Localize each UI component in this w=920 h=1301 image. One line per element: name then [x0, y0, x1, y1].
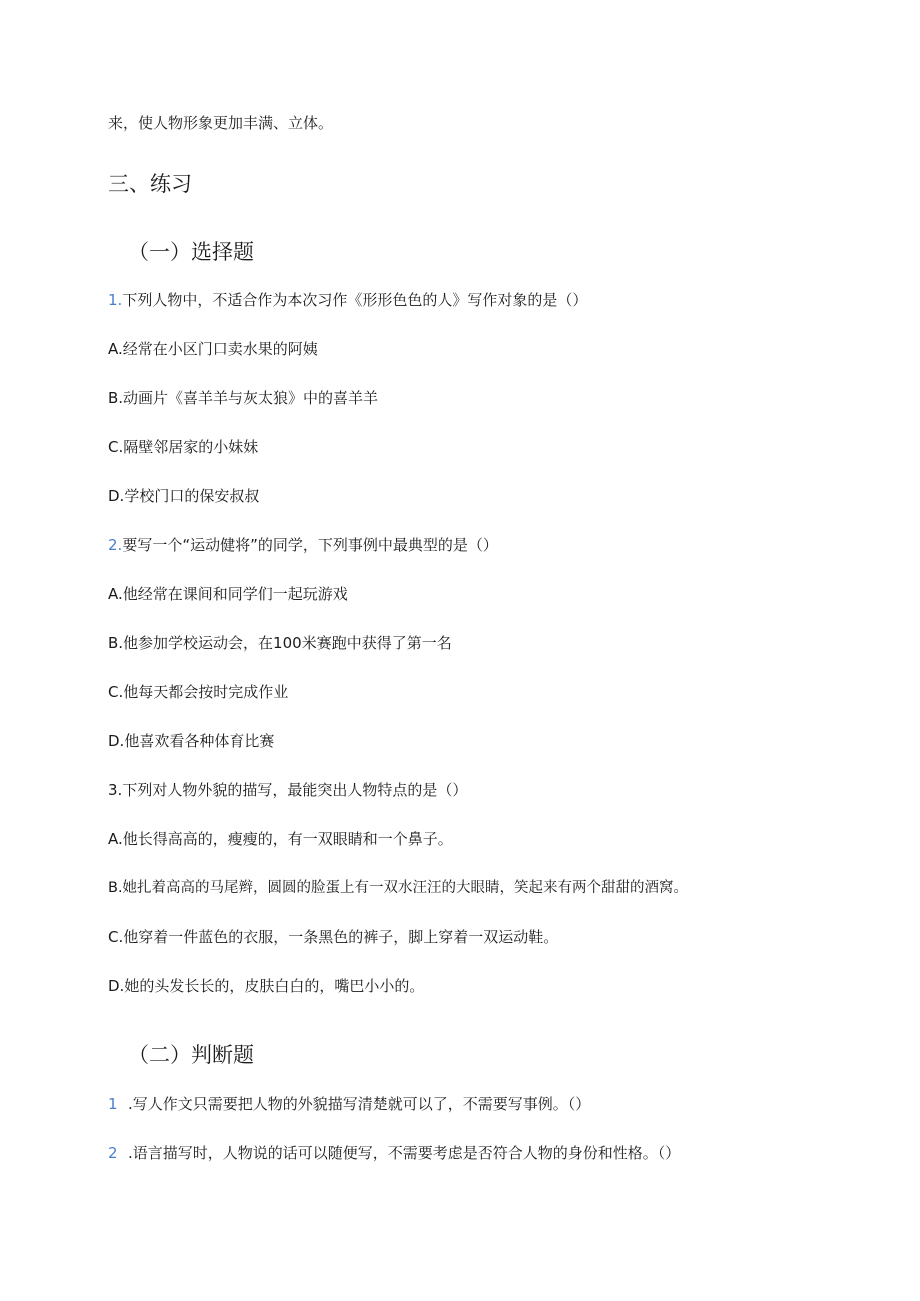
question-2-option-b: B.他参加学校运动会，在100米赛跑中获得了第一名 [108, 634, 452, 652]
judgement-item-2 [108, 1143, 680, 1163]
part1-title: （一）选择题 [128, 240, 254, 264]
question-2 [108, 535, 498, 555]
part2-title: （二）判断题 [128, 1043, 254, 1067]
judgement-item-1-number: 1 [108, 1095, 118, 1113]
question-3-option-d: D.她的头发长长的，皮肤白白的，嘴巴小小的。 [108, 977, 425, 995]
question-1 [108, 290, 587, 310]
question-1-option-a: A.经常在小区门口卖水果的阿姨 [108, 340, 318, 358]
judgement-item-1-text: .写人作文只需要把人物的外貌描写清楚就可以了，不需要写事例。（） [128, 1095, 591, 1113]
question-2-text: 要写一个“运动健将”的同学，下列事例中最典型的是（） [122, 536, 498, 554]
question-1-number: 1. [108, 291, 123, 309]
question-3 [108, 780, 467, 800]
question-3-option-c: C.他穿着一件蓝色的衣服，一条黑色的裤子，脚上穿着一双运动鞋。 [108, 928, 559, 946]
question-1-option-b: B.动画片《喜羊羊与灰太狼》中的喜羊羊 [108, 389, 379, 407]
section-title: 三、练习 [108, 172, 192, 196]
question-2-option-c: C.他每天都会按时完成作业 [108, 683, 289, 701]
judgement-item-2-number: 2 [108, 1144, 118, 1162]
question-3-option-a: A.他长得高高的，瘦瘦的，有一双眼睛和一个鼻子。 [108, 830, 453, 848]
question-3-text: 下列对人物外貌的描写，最能突出人物特点的是（） [122, 781, 468, 799]
question-1-option-c: C.隔壁邻居家的小妹妹 [108, 438, 259, 456]
question-2-option-a: A.他经常在课间和同学们一起玩游戏 [108, 585, 348, 603]
question-2-number: 2. [108, 536, 123, 554]
judgement-item-2-text: .语言描写时，人物说的话可以随便写，不需要考虑是否符合人物的身份和性格。（） [128, 1144, 681, 1162]
question-3-number: 3. [108, 781, 123, 799]
question-1-text: 下列人物中，不适合作为本次习作《形形色色的人》写作对象的是（） [122, 291, 588, 309]
judgement-item-1 [108, 1094, 590, 1114]
question-2-option-d: D.他喜欢看各种体育比赛 [108, 732, 275, 750]
question-1-option-d: D.学校门口的保安叔叔 [108, 487, 260, 505]
intro-tail-paragraph: 来，使人物形象更加丰满、立体。 [108, 114, 334, 132]
question-3-option-b: B.她扎着高高的马尾辫，圆圆的脸蛋上有一双水汪汪的大眼睛，笑起来有两个甜甜的酒窝。 [108, 880, 689, 896]
